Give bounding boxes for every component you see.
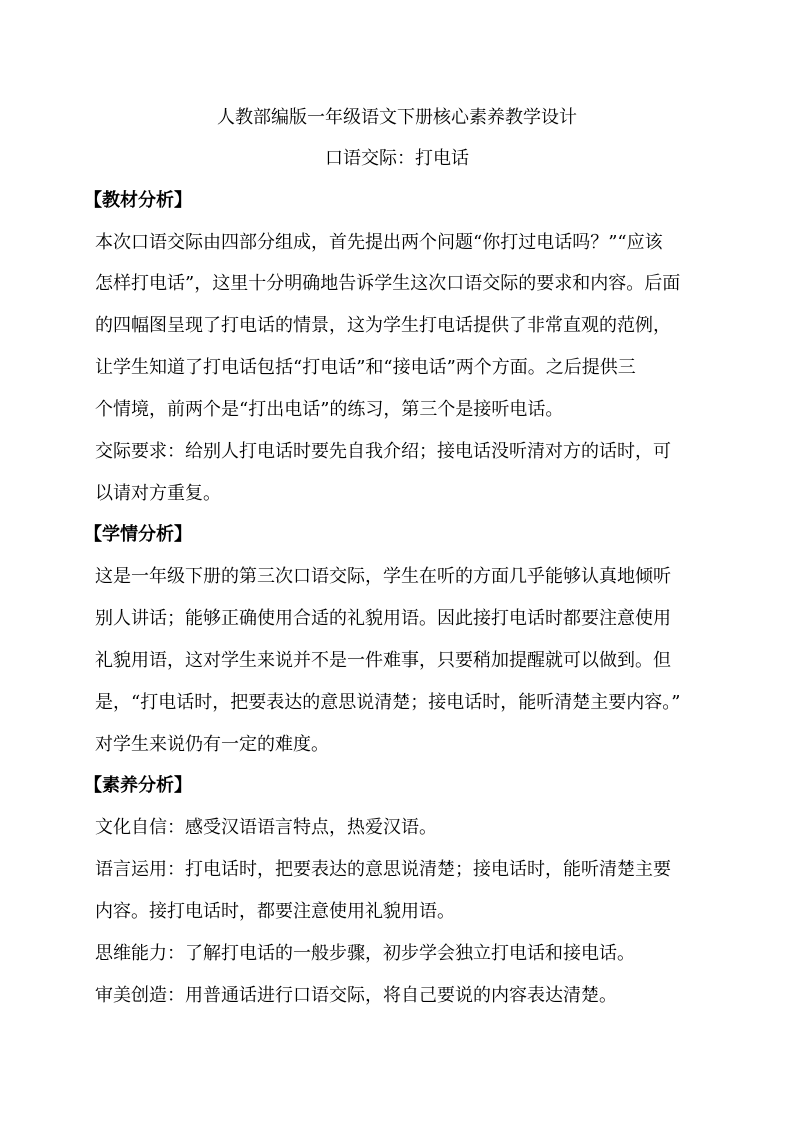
paragraph-line: 怎样打电话”，这里十分明确地告诉学生这次口语交际的要求和内容。后面 — [95, 273, 681, 294]
paragraph-line: 让学生知道了打电话包括“打电话”和“接电话”两个方面。之后提供三 — [95, 357, 636, 378]
paragraph-line: 的四幅图呈现了打电话的情景，这为学生打电话提供了非常直观的范例， — [95, 315, 671, 336]
section-heading-learner-analysis: 【学情分析】 — [84, 524, 192, 545]
paragraph-line: 对学生来说仍有一定的难度。 — [95, 734, 329, 755]
paragraph-line: 礼貌用语，这对学生来说并不是一件难事，只要稍加提醒就可以做到。但 — [95, 650, 671, 671]
paragraph-line: 交际要求：给别人打电话时要先自我介绍；接电话没听清对方的话时，可 — [95, 441, 671, 462]
paragraph-line: 是，“打电话时，把要表达的意思说清楚；接电话时，能听清楚主要内容。” — [95, 692, 681, 713]
paragraph-line: 审美创造：用普通话进行口语交际，将自己要说的内容表达清楚。 — [95, 985, 617, 1006]
paragraph-line: 个情境，前两个是“打出电话”的练习，第三个是接听电话。 — [95, 399, 564, 420]
paragraph-line: 语言运用：打电话时，把要表达的意思说清楚；接电话时，能听清楚主要 — [95, 859, 671, 880]
paragraph-line: 文化自信：感受汉语语言特点，热爱汉语。 — [95, 817, 437, 838]
section-heading-textbook-analysis: 【教材分析】 — [84, 190, 192, 211]
paragraph-line: 内容。接打电话时，都要注意使用礼貌用语。 — [95, 901, 455, 922]
document-title: 人教部编版一年级语文下册核心素养教学设计 — [217, 107, 577, 128]
section-heading-competency-analysis: 【素养分析】 — [84, 775, 192, 796]
paragraph-line: 以请对方重复。 — [95, 483, 221, 504]
paragraph-line: 本次口语交际由四部分组成，首先提出两个问题“你打过电话吗？”“应该 — [95, 232, 663, 253]
paragraph-line: 这是一年级下册的第三次口语交际，学生在听的方面几乎能够认真地倾听 — [95, 566, 671, 587]
paragraph-line: 别人讲话；能够正确使用合适的礼貌用语。因此接打电话时都要注意使用 — [95, 608, 671, 629]
paragraph-line: 思维能力：了解打电话的一般步骤，初步学会独立打电话和接电话。 — [95, 943, 635, 964]
document-subtitle: 口语交际：打电话 — [325, 148, 469, 169]
